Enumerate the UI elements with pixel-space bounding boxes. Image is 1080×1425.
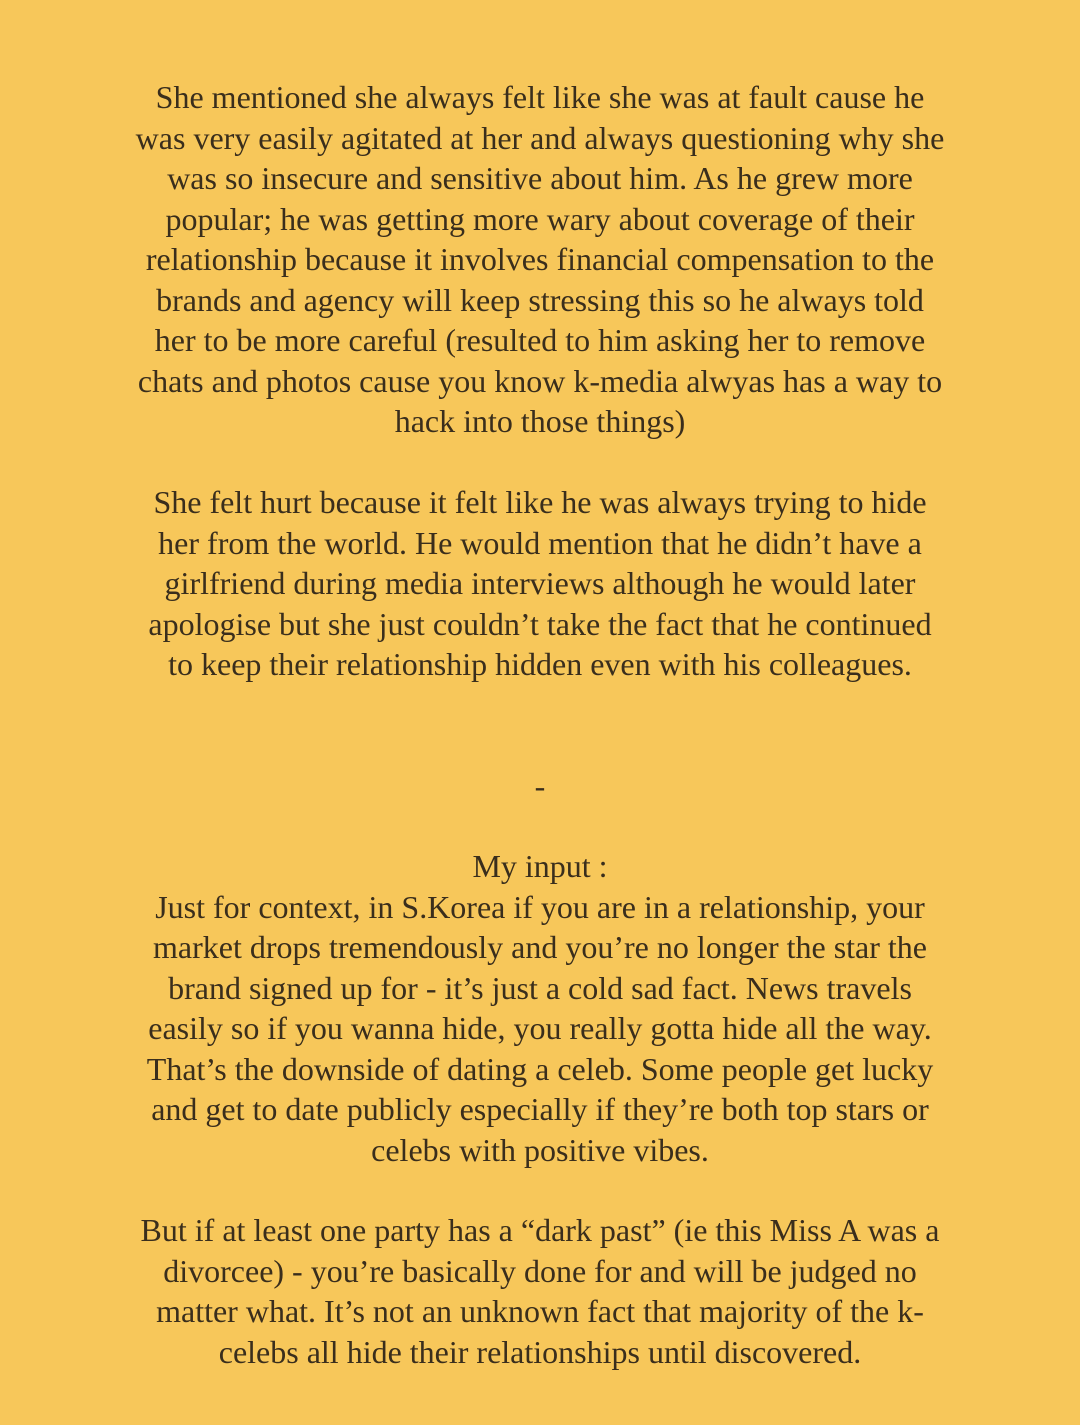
text-line: easily so if you wanna hide, you really gotta hide all the way.	[148, 1010, 932, 1046]
text-line: matter what. It’s not an unknown fact that majority of the k-	[156, 1293, 924, 1329]
text-line: She felt hurt because it felt like he was always trying to hide	[153, 484, 927, 520]
separator-dash: -	[534, 768, 546, 804]
text-line: brand signed up for - it’s just a cold sad fact. News travels	[168, 969, 912, 1006]
text-line: popular; he was getting more wary about coverage of their	[165, 200, 915, 237]
text-line: and get to date publicly especially if they’re both top stars or	[151, 1091, 929, 1127]
paragraph-1	[70, 77, 1010, 442]
text-line: market drops tremendously and you’re no longer the star the	[153, 929, 927, 965]
paragraph-3	[70, 846, 1010, 1170]
text-line: celebs with positive vibes.	[371, 1131, 709, 1168]
input-heading: My input :	[472, 848, 608, 884]
text-line: apologise but she just couldn’t take the fact that he continued	[148, 605, 932, 642]
section-separator	[70, 766, 1010, 807]
text-line: brands and agency will keep stressing this so he always told	[156, 281, 924, 318]
text-line: She mentioned she always felt like she was at fault cause he	[155, 79, 925, 115]
text-line: chats and photos cause you know k-media alwyas has a way to	[137, 362, 943, 399]
text-line: her from the world. He would mention that he didn’t have a	[158, 524, 922, 561]
text-line: was very easily agitated at her and always questioning why she	[135, 119, 945, 156]
text-line: Just for context, in S.Korea if you are in a relationship, your	[155, 888, 925, 925]
text-line: girlfriend during media interviews although he would later	[164, 565, 916, 601]
text-line: to keep their relationship hidden even with his colleagues.	[168, 646, 912, 682]
text-line: was so insecure and sensitive about him. As he grew more	[167, 160, 913, 196]
paragraph-4	[70, 1210, 1010, 1372]
text-line: celebs all hide their relationships until discovered.	[218, 1333, 862, 1370]
text-line: hack into those things)	[394, 403, 686, 439]
text-line: That’s the downside of dating a celeb. Some people get lucky	[146, 1050, 934, 1087]
text-line: divorcee) - you’re basically done for and will be judged no	[163, 1252, 917, 1289]
text-line: relationship because it involves financial compensation to the	[145, 241, 935, 277]
paragraph-2	[70, 482, 1010, 685]
text-line: her to be more careful (resulted to him asking her to remove	[154, 322, 926, 358]
text-line: But if at least one party has a “dark past” (ie this Miss A was a	[140, 1212, 940, 1248]
